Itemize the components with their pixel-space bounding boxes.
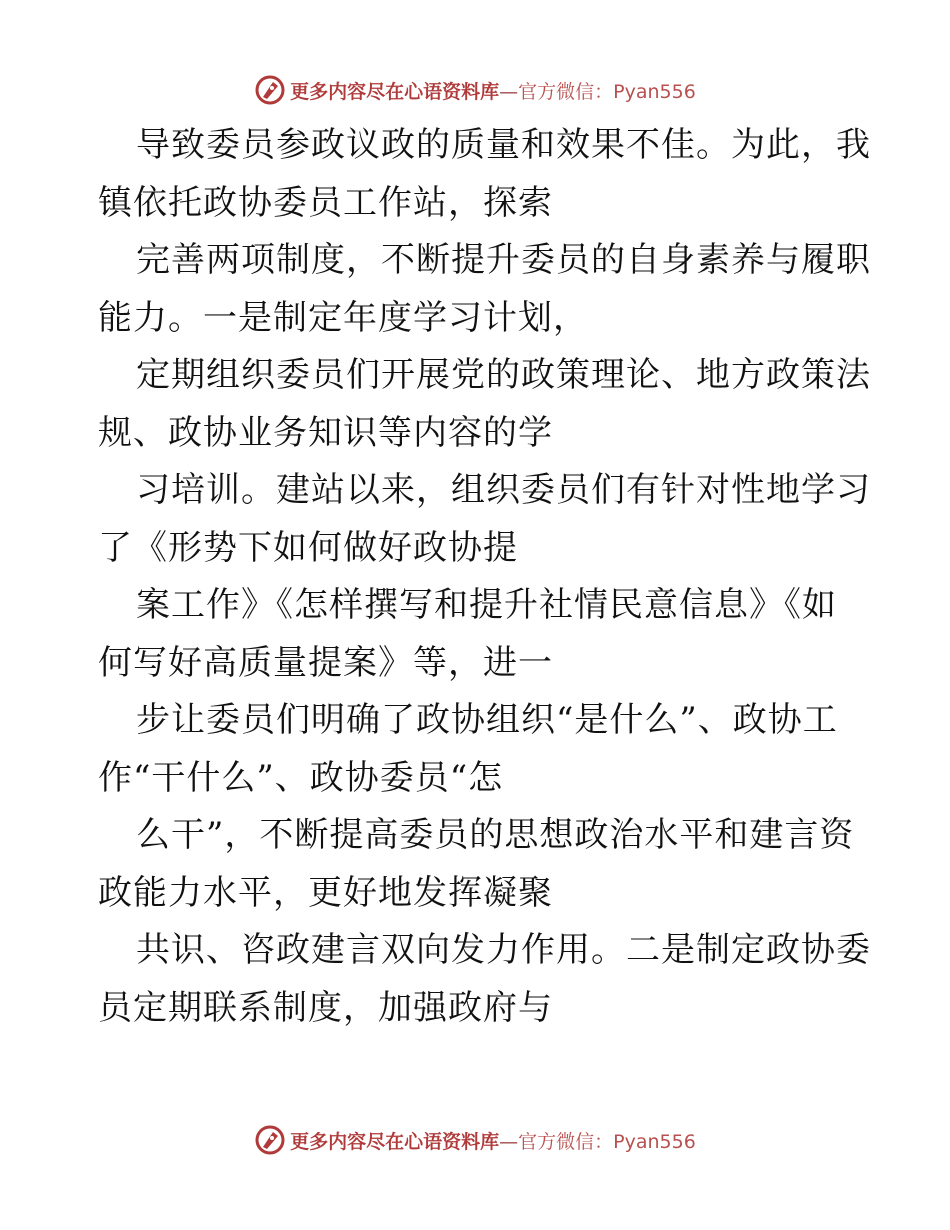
pen-nib-logo-icon	[254, 1124, 286, 1156]
text-line: 完善两项制度，不断提升委员的自身素养与履职	[136, 240, 871, 280]
footer-brand-text: 更多内容尽在心语资料库	[290, 1130, 500, 1153]
text-line: 定期组织委员们开展党的政策理论、地方政策法	[136, 355, 871, 395]
text-line: 政能力水平，更好地发挥凝聚	[98, 872, 553, 913]
text-line: 么干”，不断提高委员的思想政治水平和建言资	[136, 815, 855, 855]
text-line: 步让委员们明确了政协组织“是什么”、政协工	[136, 700, 838, 740]
text-line: 作“干什么”、政协委员“怎	[98, 757, 504, 798]
text-line: 导致委员参政议政的质量和效果不佳。为此，我	[136, 125, 871, 165]
header-banner-text	[290, 77, 696, 104]
text-line: 何写好高质量提案》等，进一	[98, 642, 553, 683]
header-banner	[0, 70, 950, 110]
text-line: 镇依托政协委员工作站，探索	[98, 182, 553, 223]
text-line: 规、政协业务知识等内容的学	[98, 412, 553, 453]
text-line: 案工作》《怎样撰写和提升社情民意信息》《如	[136, 585, 837, 625]
header-contact-text: 官方微信：Pyan556	[518, 80, 696, 103]
footer-separator: —	[499, 1130, 519, 1153]
document-body	[98, 117, 871, 1037]
footer-contact-text: 官方微信：Pyan556	[518, 1130, 696, 1153]
footer-banner	[0, 1120, 950, 1160]
header-brand-text: 更多内容尽在心语资料库	[290, 80, 500, 103]
pen-nib-logo-icon	[254, 74, 286, 106]
text-line: 能力。一是制定年度学习计划，	[98, 297, 588, 338]
text-line: 了《形势下如何做好政协提	[98, 527, 518, 568]
text-line: 员定期联系制度，加强政府与	[98, 987, 553, 1028]
header-separator: —	[499, 80, 519, 103]
footer-banner-text	[290, 1127, 696, 1154]
text-line: 共识、咨政建言双向发力作用。二是制定政协委	[136, 930, 871, 970]
text-line: 习培训。建站以来，组织委员们有针对性地学习	[136, 470, 871, 510]
